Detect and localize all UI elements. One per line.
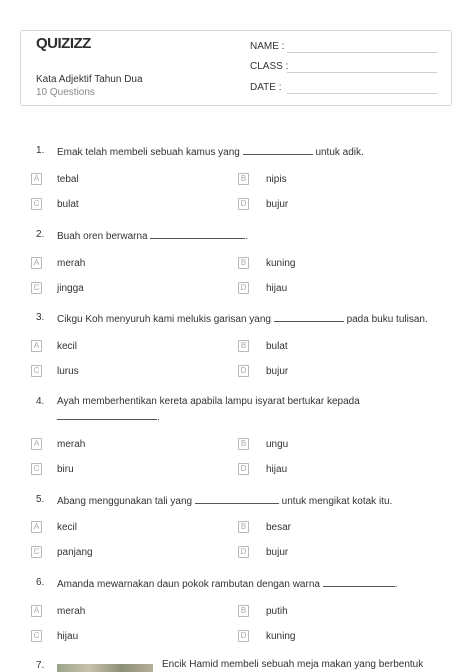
question-text-continued: . bbox=[57, 410, 160, 423]
option-a-box[interactable]: A bbox=[31, 173, 42, 185]
option-d-box[interactable]: D bbox=[238, 546, 249, 558]
option-d-box[interactable]: D bbox=[238, 630, 249, 642]
option-c-text: biru bbox=[57, 464, 74, 475]
answer-blank bbox=[57, 410, 157, 420]
option-b-box[interactable]: B bbox=[238, 257, 249, 269]
option-a-box[interactable]: A bbox=[31, 521, 42, 533]
question-number: 5. bbox=[36, 494, 45, 505]
option-d-text: hijau bbox=[266, 283, 288, 294]
answer-blank bbox=[243, 145, 313, 155]
question-number: 2. bbox=[36, 229, 45, 240]
question-text: Cikgu Koh menyuruh kami melukis garisan yang pada buku tulisan. bbox=[57, 314, 428, 325]
option-c-box[interactable]: C bbox=[31, 463, 42, 475]
option-b-box[interactable]: B bbox=[238, 521, 249, 533]
option-b-text: bulat bbox=[266, 341, 288, 352]
option-a-box[interactable]: A bbox=[31, 438, 42, 450]
option-d-box[interactable]: D bbox=[238, 365, 249, 377]
option-d-text: bujur bbox=[266, 366, 289, 377]
option-d-box[interactable]: D bbox=[238, 282, 249, 294]
answer-blank bbox=[323, 577, 395, 587]
option-d-text: hijau bbox=[266, 464, 288, 475]
answer-blank bbox=[274, 312, 344, 322]
class-label: CLASS : bbox=[250, 61, 289, 72]
option-c-box[interactable]: C bbox=[31, 546, 42, 558]
question-text: Emak telah membeli sebuah kamus yang untuk adik. bbox=[57, 147, 364, 158]
question-number: 6. bbox=[36, 577, 45, 588]
option-b-text: ungu bbox=[266, 439, 289, 450]
question-number: 7. bbox=[36, 660, 45, 671]
name-label: NAME : bbox=[250, 41, 285, 52]
option-d-text: kuning bbox=[266, 631, 296, 642]
option-c-text: hijau bbox=[57, 631, 79, 642]
option-c-box[interactable]: C bbox=[31, 630, 42, 642]
option-b-text: nipis bbox=[266, 174, 287, 185]
option-c-text: panjang bbox=[57, 547, 93, 558]
option-c-text: lurus bbox=[57, 366, 79, 377]
question-number: 4. bbox=[36, 396, 45, 407]
option-a-text: kecil bbox=[57, 341, 78, 352]
option-d-box[interactable]: D bbox=[238, 463, 249, 475]
option-b-box[interactable]: B bbox=[238, 438, 249, 450]
option-a-box[interactable]: A bbox=[31, 340, 42, 352]
option-a-text: merah bbox=[57, 606, 86, 617]
question-text: Amanda mewarnakan daun pokok rambutan dengan warna . bbox=[57, 579, 398, 590]
question-image bbox=[57, 664, 153, 672]
option-c-text: jingga bbox=[57, 283, 84, 294]
name-line bbox=[287, 52, 437, 53]
option-a-box[interactable]: A bbox=[31, 605, 42, 617]
option-b-text: besar bbox=[266, 522, 292, 533]
question-count: 10 Questions bbox=[36, 87, 95, 98]
option-d-box[interactable]: D bbox=[238, 198, 249, 210]
answer-blank bbox=[150, 229, 245, 239]
question-text: Encik Hamid membeli sebuah meja makan yang berbentuk bbox=[162, 659, 424, 670]
class-line bbox=[287, 72, 437, 73]
option-a-text: kecil bbox=[57, 522, 78, 533]
question-text: Buah oren berwarna . bbox=[57, 231, 249, 242]
option-b-text: putih bbox=[266, 606, 288, 617]
option-b-box[interactable]: B bbox=[238, 173, 249, 185]
option-c-text: bulat bbox=[57, 199, 79, 210]
answer-blank bbox=[195, 494, 279, 504]
option-d-text: bujur bbox=[266, 547, 289, 558]
date-label: DATE : bbox=[250, 82, 282, 93]
option-a-text: merah bbox=[57, 258, 86, 269]
option-b-text: kuning bbox=[266, 258, 296, 269]
option-a-text: tebal bbox=[57, 174, 79, 185]
option-c-box[interactable]: C bbox=[31, 282, 42, 294]
question-text: Ayah memberhentikan kereta apabila lampu isyarat bertukar kepada bbox=[57, 396, 360, 407]
option-c-box[interactable]: C bbox=[31, 365, 42, 377]
date-line bbox=[287, 93, 437, 94]
option-c-box[interactable]: C bbox=[31, 198, 42, 210]
question-number: 1. bbox=[36, 145, 45, 156]
option-b-box[interactable]: B bbox=[238, 605, 249, 617]
option-b-box[interactable]: B bbox=[238, 340, 249, 352]
option-a-text: merah bbox=[57, 439, 86, 450]
question-text: Abang menggunakan tali yang untuk mengikat kotak itu. bbox=[57, 496, 393, 507]
option-a-box[interactable]: A bbox=[31, 257, 42, 269]
question-number: 3. bbox=[36, 312, 45, 323]
worksheet-title: Kata Adjektif Tahun Dua bbox=[36, 74, 143, 85]
option-d-text: bujur bbox=[266, 199, 289, 210]
quizizz-logo: QUIZIZZ bbox=[36, 35, 91, 52]
